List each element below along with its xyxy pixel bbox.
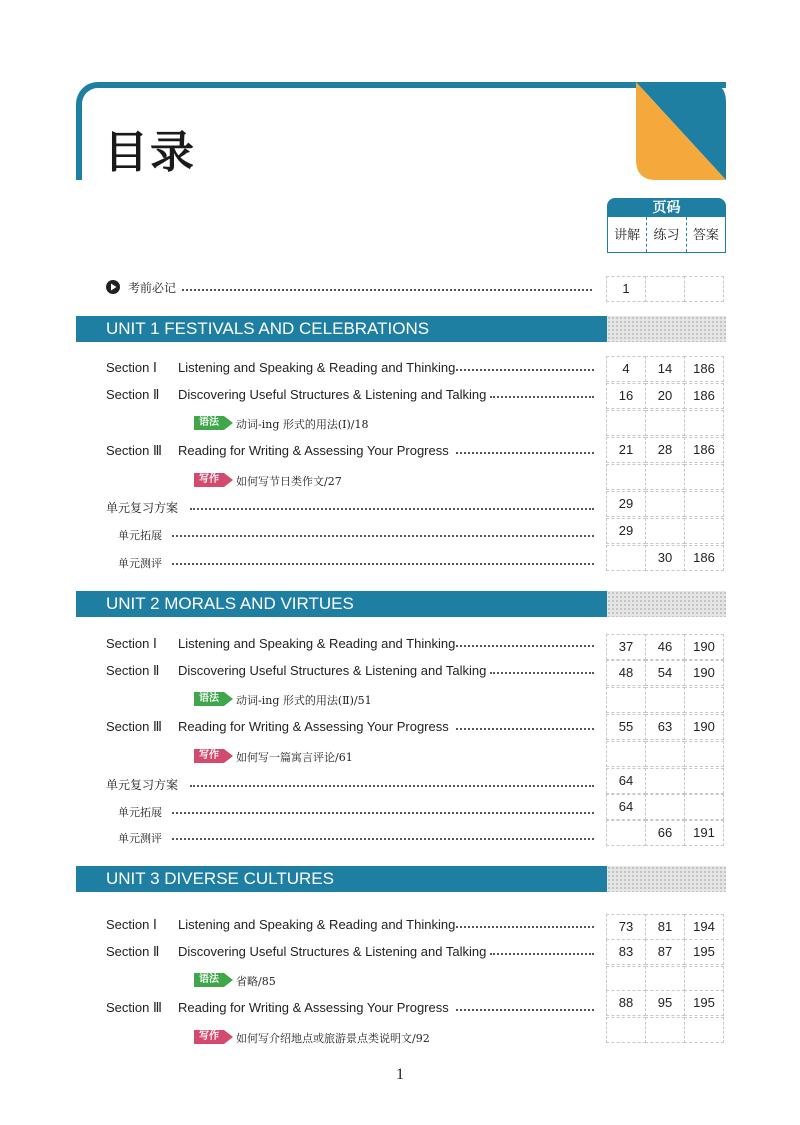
empty-cell [684, 687, 724, 713]
review-label[interactable]: 单元复习方案 [106, 778, 179, 792]
page-answer[interactable]: 195 [684, 939, 724, 965]
grammar-topic[interactable]: 动词-ing 形式的用法(Ⅱ)/51 [236, 694, 372, 707]
test-label[interactable]: 单元测评 [118, 833, 162, 845]
page-lecture[interactable]: 88 [606, 990, 646, 1016]
empty-cell [606, 966, 646, 992]
writing-topic[interactable]: 如何写一篇寓言评论/61 [236, 751, 353, 764]
page-practice[interactable]: 54 [645, 660, 685, 686]
leader-dots [456, 645, 594, 647]
empty-cell [645, 741, 685, 767]
empty-cell [645, 410, 685, 436]
leader-dots [172, 563, 594, 565]
page-answer[interactable]: 186 [684, 383, 724, 409]
section-number: Section Ⅰ [106, 917, 157, 932]
page-title: 目录 [104, 127, 196, 178]
play-icon [106, 280, 120, 294]
unit-banner [76, 591, 726, 617]
empty-cell [684, 768, 724, 794]
section-title[interactable]: Reading for Writing & Assessing Your Progress [178, 1000, 449, 1015]
page-lecture[interactable]: 64 [606, 794, 646, 820]
section-title[interactable]: Discovering Useful Structures & Listening and Talking [178, 663, 487, 678]
grammar-tag: 语法 [194, 692, 233, 706]
empty-cell [645, 687, 685, 713]
grammar-topic[interactable]: 省略/85 [236, 975, 276, 988]
empty-cell [606, 687, 646, 713]
empty-cell [606, 1017, 646, 1043]
page-lecture[interactable]: 21 [606, 437, 646, 463]
toc-header [76, 82, 726, 180]
empty-cell [684, 794, 724, 820]
page-answer[interactable]: 186 [684, 356, 724, 382]
writing-topic[interactable]: 如何写介绍地点或旅游景点类说明文/92 [236, 1032, 430, 1045]
empty-cell [684, 966, 724, 992]
writing-tag: 写作 [194, 749, 233, 763]
empty-cell [606, 820, 646, 846]
corner-decoration [636, 82, 726, 180]
extend-label[interactable]: 单元拓展 [118, 807, 162, 819]
page-answer[interactable]: 194 [684, 914, 724, 940]
grammar-tag: 语法 [194, 973, 233, 987]
empty-cell [606, 545, 646, 571]
page-lecture[interactable]: 29 [606, 491, 646, 517]
page-practice[interactable]: 20 [645, 383, 685, 409]
grammar-topic[interactable]: 动词-ing 形式的用法(Ⅰ)/18 [236, 418, 369, 431]
page-practice[interactable]: 28 [645, 437, 685, 463]
section-number: Section Ⅰ [106, 360, 157, 375]
leader-dots [456, 452, 594, 454]
unit-banner [76, 316, 726, 342]
leader-dots [490, 396, 594, 398]
leader-dots [456, 369, 594, 371]
grammar-tag: 语法 [194, 416, 233, 430]
leader-dots [456, 728, 594, 730]
section-number: Section Ⅱ [106, 663, 160, 678]
leader-dots [190, 508, 594, 510]
page-practice[interactable]: 46 [645, 634, 685, 660]
empty-cell [645, 276, 685, 302]
leader-dots [456, 1009, 594, 1011]
unit-title: UNIT 3 DIVERSE CULTURES [106, 869, 334, 888]
leader-dots [456, 926, 594, 928]
page-practice[interactable]: 81 [645, 914, 685, 940]
page-practice[interactable]: 66 [645, 820, 685, 846]
page-lecture[interactable]: 55 [606, 714, 646, 740]
leader-dots [172, 535, 594, 537]
empty-cell [684, 410, 724, 436]
page-practice[interactable]: 30 [645, 545, 685, 571]
page-practice[interactable]: 87 [645, 939, 685, 965]
page-code-header [607, 198, 726, 253]
page-practice[interactable]: 95 [645, 990, 685, 1016]
test-label[interactable]: 单元测评 [118, 558, 162, 570]
page-answer[interactable]: 186 [684, 545, 724, 571]
col-practice: 练习 [646, 217, 685, 252]
page-answer[interactable]: 195 [684, 990, 724, 1016]
page-answer[interactable]: 190 [684, 660, 724, 686]
empty-cell [684, 276, 724, 302]
empty-cell [645, 794, 685, 820]
page-lecture[interactable]: 48 [606, 660, 646, 686]
leader-dots [490, 672, 594, 674]
leader-dots [172, 838, 594, 840]
unit-pattern [607, 866, 726, 892]
empty-cell [606, 741, 646, 767]
page-answer[interactable]: 190 [684, 634, 724, 660]
section-title[interactable]: Listening and Speaking & Reading and Thinking [178, 917, 456, 932]
leader-dots [182, 289, 592, 291]
leader-dots [190, 785, 594, 787]
writing-tag: 写作 [194, 1030, 233, 1044]
empty-cell [684, 1017, 724, 1043]
section-number: Section Ⅲ [106, 719, 162, 734]
empty-cell [645, 1017, 685, 1043]
empty-cell [684, 741, 724, 767]
review-label[interactable]: 单元复习方案 [106, 501, 179, 515]
empty-cell [684, 491, 724, 517]
section-number: Section Ⅰ [106, 636, 157, 651]
unit-title: UNIT 1 FESTIVALS AND CELEBRATIONS [106, 319, 430, 338]
unit-pattern [607, 316, 726, 342]
page-answer[interactable]: 186 [684, 437, 724, 463]
page-lecture[interactable]: 64 [606, 768, 646, 794]
extend-label[interactable]: 单元拓展 [118, 530, 162, 542]
page-lecture[interactable]: 16 [606, 383, 646, 409]
col-lecture: 讲解 [614, 227, 641, 242]
page-lecture[interactable]: 83 [606, 939, 646, 965]
empty-cell [606, 464, 646, 490]
empty-cell [606, 410, 646, 436]
page-lecture[interactable]: 4 [606, 356, 646, 382]
writing-topic[interactable]: 如何写节日类作文/27 [236, 475, 342, 488]
unit-title: UNIT 2 MORALS AND VIRTUES [106, 594, 354, 613]
empty-cell [684, 464, 724, 490]
empty-cell [684, 518, 724, 544]
writing-tag: 写作 [194, 473, 233, 487]
page-practice[interactable]: 63 [645, 714, 685, 740]
leader-dots [490, 953, 594, 955]
empty-cell [645, 491, 685, 517]
unit-banner [76, 866, 726, 892]
page-number: 1 [396, 1066, 404, 1083]
col-answer: 答案 [686, 217, 725, 252]
empty-cell [645, 966, 685, 992]
intro-page[interactable]: 1 [606, 276, 646, 302]
empty-cell [645, 768, 685, 794]
page-lecture[interactable]: 37 [606, 634, 646, 660]
section-title[interactable]: Reading for Writing & Assessing Your Progress [178, 443, 449, 458]
empty-cell [645, 464, 685, 490]
section-title[interactable]: Listening and Speaking & Reading and Thinking [178, 636, 456, 651]
section-number: Section Ⅱ [106, 944, 160, 959]
empty-cell [645, 518, 685, 544]
section-number: Section Ⅲ [106, 443, 162, 458]
unit-pattern [607, 591, 726, 617]
section-number: Section Ⅱ [106, 387, 160, 402]
page-lecture[interactable]: 29 [606, 518, 646, 544]
leader-dots [172, 812, 594, 814]
page-code-label: 页码 [607, 198, 726, 217]
intro-label: 考前必记 [128, 281, 177, 295]
section-title[interactable]: Discovering Useful Structures & Listening and Talking [178, 387, 487, 402]
section-title[interactable]: Discovering Useful Structures & Listening and Talking [178, 944, 487, 959]
section-number: Section Ⅲ [106, 1000, 162, 1015]
page-practice[interactable]: 14 [645, 356, 685, 382]
page-answer[interactable]: 190 [684, 714, 724, 740]
section-title[interactable]: Reading for Writing & Assessing Your Progress [178, 719, 449, 734]
page-answer[interactable]: 191 [684, 820, 724, 846]
page-lecture[interactable]: 73 [606, 914, 646, 940]
section-title[interactable]: Listening and Speaking & Reading and Thinking [178, 360, 456, 375]
